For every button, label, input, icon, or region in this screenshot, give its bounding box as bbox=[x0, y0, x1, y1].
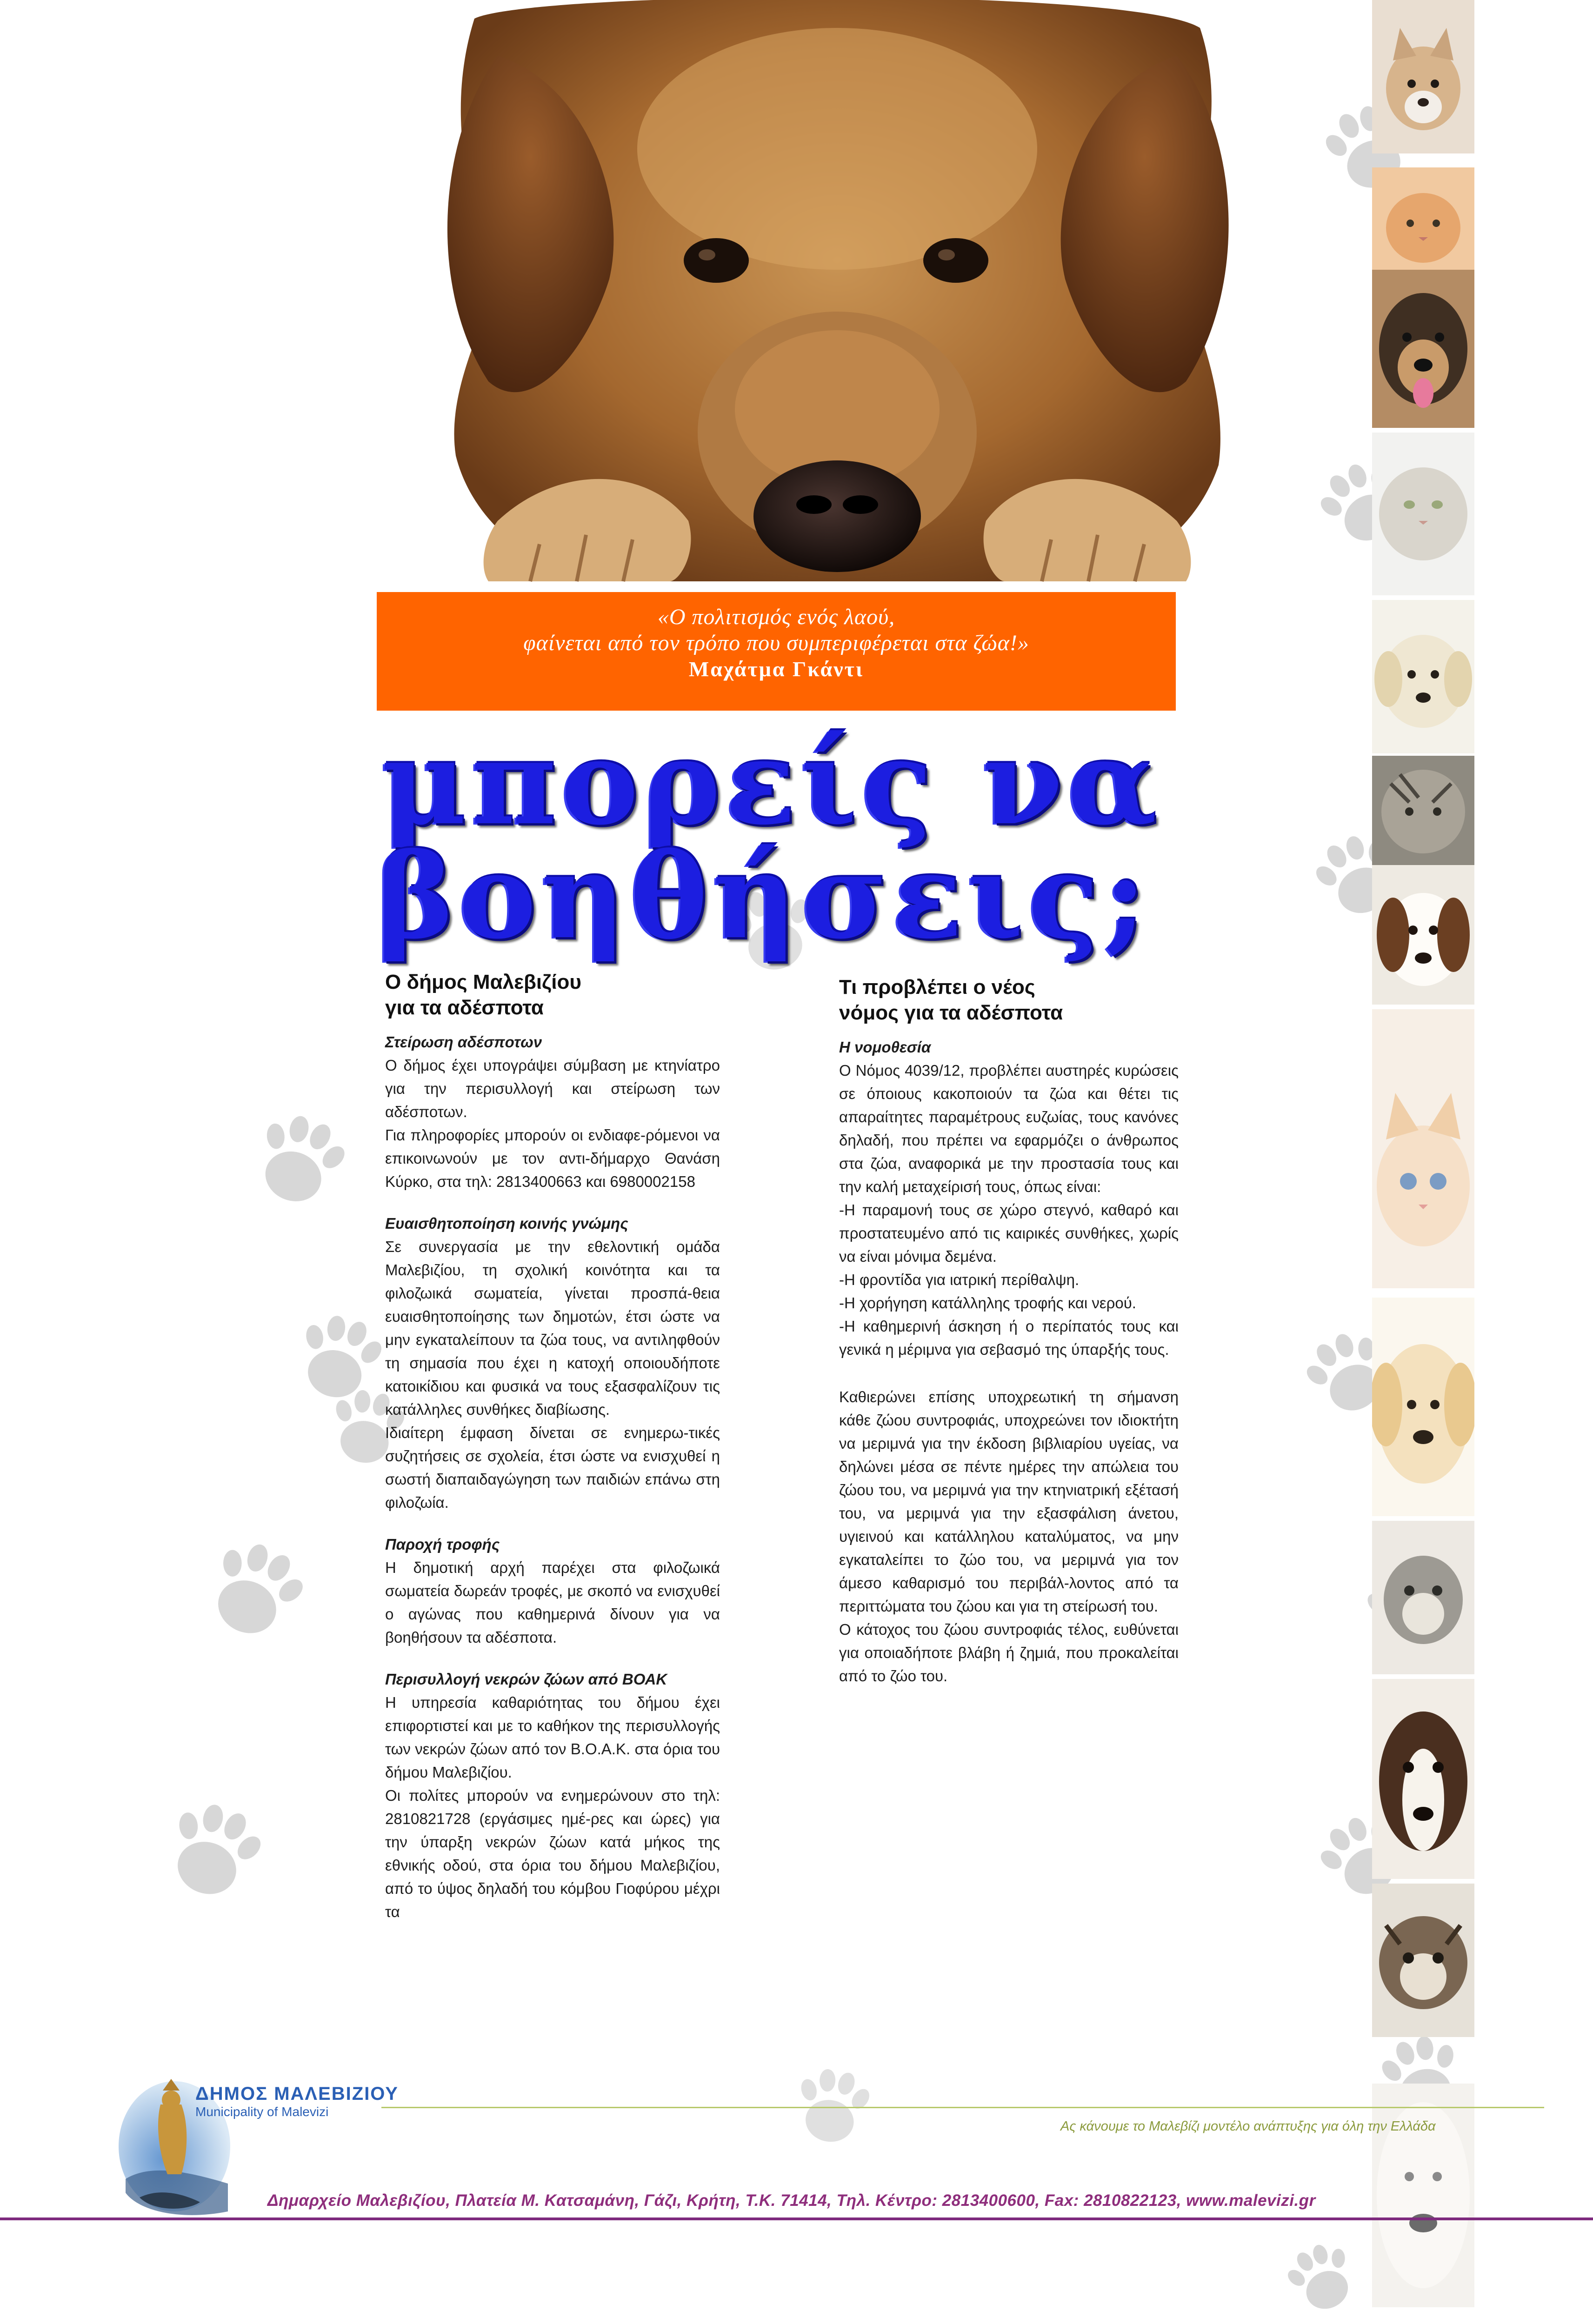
white-puppy-photo bbox=[1372, 600, 1474, 753]
paragraph: -Η παραμονή τους σε χώρο στεγνό, καθαρό και προστατευμένο από τις καιρικές συνθήκες, χωρίς να είναι μόνιμα δεμένα. bbox=[839, 1201, 1179, 1265]
paw-print-decoration bbox=[189, 1522, 323, 1654]
footer-slogan: Ας κάνουμε το Μαλεβίζι μοντέλο ανάπτυξης για όλη την Ελλάδα bbox=[1060, 2119, 1436, 2134]
footer-divider-green bbox=[381, 2107, 1544, 2108]
white-kitten-photo bbox=[1372, 1009, 1474, 1288]
animal-photo-strip bbox=[1372, 0, 1474, 2307]
section-obligations bbox=[839, 1385, 1179, 1688]
section-subtitle: Στείρωση αδέσποτων bbox=[385, 1033, 542, 1051]
quote-author: Μαχάτμα Γκάντι bbox=[688, 657, 864, 681]
headline-line-1: μπορείς να bbox=[381, 714, 1162, 851]
section-sterilization bbox=[385, 1031, 720, 1193]
paragraph: Η υπηρεσία καθαριότητας του δήμου έχει επιφορτιστεί και με το καθήκον της περισυλλογής των νεκρών ζώων από τον Β.Ο.Α.Κ. στα όρια του δήμου Μαλεβιζίου. bbox=[385, 1694, 720, 1781]
footer-divider-purple bbox=[0, 2217, 1593, 2220]
beagle-photo bbox=[1372, 1679, 1474, 1879]
logo-title: ΔΗΜΟΣ ΜΑΛΕΒΙΖΙΟΥ bbox=[195, 2084, 399, 2104]
section-dead-animals-collection bbox=[385, 1668, 720, 1924]
white-dog-photo bbox=[1372, 2084, 1474, 2307]
right-column bbox=[839, 974, 1179, 1688]
paragraph: -Η καθημερινή άσκηση ή ο περίπατός τους και γενικά η μέριμνα για σεβασμό της ύπαρξής τους. bbox=[839, 1318, 1179, 1358]
quote-line-2: φαίνεται από τον τρόπο που συμπεριφέρεται στα ζώα!» bbox=[523, 631, 1029, 655]
paw-print-decoration bbox=[1273, 2229, 1369, 2324]
gandhi-quote-banner bbox=[377, 592, 1176, 711]
footer-address: Δημαρχείο Μαλεβιζίου, Πλατεία Μ. Κατσαμάνη, Γάζι, Κρήτη, Τ.Κ. 71414, Τηλ. Κέντρο: 2813400600, Fax: 2810822123, www.malevizi.gr bbox=[267, 2191, 1316, 2210]
section-subtitle: Περισυλλογή νεκρών ζώων από ΒΟΑΚ bbox=[385, 1671, 667, 1688]
tabby-kitten-photo bbox=[1372, 1884, 1474, 2037]
paw-print-decoration bbox=[149, 1785, 279, 1912]
paragraph: Καθιερώνει επίσης υποχρεωτική τη σήμανση κάθε ζώου συντροφιάς, υποχρεώνει τον ιδιοκτήτη να μεριμνά για την έκδοση βιβλιαρίου υγείας, να δηλώνει μέσα σε πέντε ημέρες την απώλεια του ζώου του, να μεριμνά για την κτηνιατρική εξέτασή του, να μεριμνά για την εξασφάλιση άνετου, υγιεινού και κατάλληλου καταλύματος, να μην εγκαταλείπει το ζώο του, να μεριμνά για τον άμεσο καθαρισμό του περιβάλ-λοντος από τα περιττώματα του ζώου και για τη στείρωσή του. bbox=[839, 1388, 1179, 1615]
paragraph: Ο δήμος έχει υπογράψει σύμβαση με κτηνίατρο για την περισυλλογή και στείρωση των αδέσποτων. bbox=[385, 1057, 720, 1120]
paragraph: -Η χορήγηση κατάλληλης τροφής και νερού. bbox=[839, 1294, 1136, 1312]
section-subtitle: Ευαισθητοποίηση κοινής γνώμης bbox=[385, 1215, 628, 1232]
paragraph: Σε συνεργασία με την εθελοντική ομάδα Μαλεβιζίου, τη σχολική κοινότητα και τα φιλοζωικά σωματεία, γίνεται προσπά-θεια ευαισθητοποίησης των δημοτών, έτσι ώστε να μην εγκαταλείπουν τα ζώα τους, να αντιληφθούν τη σημασία που έχει η κατοχή οποιουδήποτε κατοικίδιου και φυσικά να τους εξασφαλίζουν τις κατάλληλες συνθήκες διαβίωσης. bbox=[385, 1238, 720, 1418]
golden-puppy-photo bbox=[1372, 1298, 1474, 1516]
section-legislation bbox=[839, 1036, 1179, 1361]
paragraph: Για πληροφορίες μπορούν οι ενδιαφε-ρόμενοι να επικοινωνούν με τον αντι-δήμαρχο Θανάση Κύρκο, στα τηλ: 2813400663 και 6980002158 bbox=[385, 1126, 720, 1190]
section-subtitle: Η νομοθεσία bbox=[839, 1039, 931, 1056]
kitten-photo bbox=[1372, 167, 1474, 270]
beagle-puppy-photo bbox=[1372, 865, 1474, 1005]
logo-subtitle: Municipality of Malevizi bbox=[195, 2104, 329, 2119]
paragraph: Η δημοτική αρχή παρέχει στα φιλοζωικά σωματεία δωρεάν τροφές, με σκοπό να ενισχυθεί ο αγώνας που καθημερινά δίνουν για να βοηθήσουν τα αδέσποτα. bbox=[385, 1559, 720, 1646]
paragraph: Ο Νόμος 4039/12, προβλέπει αυστηρές κυρώσεις σε όποιους κακοποιούν τα ζώα και θέτει τις απαραίτητες παραμέτρους ευζωίας, τους κανόνες δηλαδή, που πρέπει να εφαρμόζει ο άνθρωπος στα ζώα, αναφορικά με την προστασία τους και την καλή μεταχείρισή τους, όπως είναι: bbox=[839, 1062, 1179, 1195]
paragraph: Ο κάτοχος του ζώου συντροφιάς τέλος, ευθύνεται για οποιαδήποτε βλάβη ή ζημιά, που προκαλείται από το ζώο του. bbox=[839, 1621, 1179, 1685]
grey-cat-photo bbox=[1372, 433, 1474, 595]
paragraph: -Η φροντίδα για ιατρική περίθαλψη. bbox=[839, 1271, 1080, 1288]
grey-kitten-photo bbox=[1372, 1521, 1474, 1674]
left-column-heading-line-1: Ο δήμος Μαλεβιζίου bbox=[385, 971, 582, 993]
section-food-supply bbox=[385, 1533, 720, 1649]
headline bbox=[372, 714, 1191, 967]
right-column-heading-line-2: νόμος για τα αδέσποτα bbox=[839, 1001, 1063, 1024]
left-column-heading-line-2: για τα αδέσποτα bbox=[385, 996, 544, 1019]
left-column bbox=[385, 969, 720, 1924]
section-public-awareness bbox=[385, 1212, 720, 1514]
dog-photo bbox=[1372, 270, 1474, 428]
logo-text bbox=[195, 2084, 399, 2119]
quote-line-1: «Ο πολιτισμός ενός λαού, bbox=[657, 605, 895, 629]
paw-print-decoration bbox=[238, 1098, 362, 1219]
right-column-heading-line-1: Τι προβλέπει ο νέος bbox=[839, 976, 1035, 999]
section-subtitle: Παροχή τροφής bbox=[385, 1536, 500, 1553]
hero-dog-image bbox=[409, 0, 1265, 591]
headline-line-2: βοηθήσεις; bbox=[377, 828, 1151, 965]
puppy-photo bbox=[1372, 0, 1474, 153]
tabby-cat-photo bbox=[1372, 756, 1474, 865]
paw-print-decoration bbox=[785, 2058, 881, 2151]
paragraph: Οι πολίτες μπορούν να ενημερώνουν στο τηλ: 2810821728 (εργάσιμες ημέ-ρες και ώρες) για την ύπαρξη νεκρών ζώων κατά μήκος της εθνικής οδού, στα όρια του δήμου Μαλεβιζίου, από το ύψος δηλαδή του κόμβου Γιοφύρου μέχρι τα bbox=[385, 1787, 720, 1920]
paragraph: Ιδιαίτερη έμφαση δίνεται σε ενημερω-τικές συζητήσεις σε σχολεία, έτσι ώστε να ενισχυθεί η σωστή διαπαιδαγώγηση των παιδιών επάνω στη φιλοζωία. bbox=[385, 1424, 720, 1511]
